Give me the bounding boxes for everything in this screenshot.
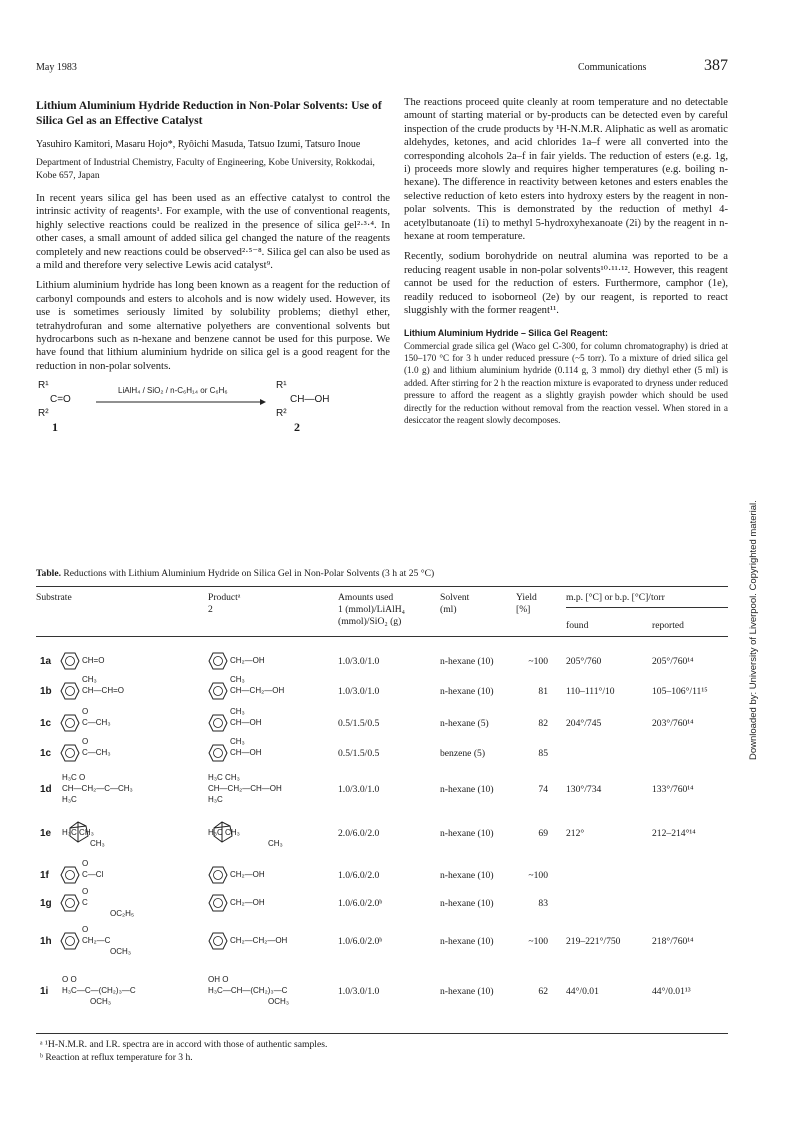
benzene-ring-icon xyxy=(208,894,228,912)
row-yield: ~100 xyxy=(528,936,548,947)
row-yield: 81 xyxy=(538,686,548,697)
row-amounts: 1.0/6.0/2.0ᵇ xyxy=(338,936,383,947)
scheme-product: CH—OH xyxy=(290,394,330,406)
row-reported: 212–214°¹⁴ xyxy=(652,828,696,839)
product-substituent-bottom: CH₃ xyxy=(268,839,283,848)
row-solvent: n-hexane (10) xyxy=(440,986,494,997)
row-substrate-id: 1f xyxy=(40,870,49,881)
scheme-reactant: C=O xyxy=(50,394,71,406)
col-mp: m.p. [°C] or b.p. [°C]/torr xyxy=(566,592,665,603)
row-found: 44°/0.01 xyxy=(566,986,599,997)
product-structure: CH—CH₂—CH—OH xyxy=(208,784,282,793)
benzene-ring-icon xyxy=(208,866,228,884)
substrate-substituent-top: O xyxy=(82,737,89,746)
col-found: found xyxy=(566,620,589,631)
substrate-structure: H₃C—C—(CH₂)₃—C xyxy=(62,986,136,995)
row-yield: 74 xyxy=(538,784,548,795)
substrate-substituent-bottom: CH₃ xyxy=(90,839,105,848)
col-yield-2: [%] xyxy=(516,604,531,615)
row-substrate-id: 1e xyxy=(40,828,52,839)
lah-paragraph: Lithium aluminium hydride has long been known as a reagent for the reduction of carbonyl compounds and esters to alcohols and is now widely used. However, its use is sometimes seriously limited by solubility problems; diethyl ether, tetrahydrofuran and some alternative polyethers are conventional solvents but hydrocarbons such as n-hexane and benzene cannot be used for this purpose. We have found that lithium aluminium hydride on silica gel is a good reagent for the reduction in non-polar solvents. xyxy=(36,280,390,372)
benzene-ring-icon xyxy=(60,714,80,732)
scheme-r2: R² xyxy=(38,408,49,420)
col-amounts-3: (mmol)/SiO₂ (g) xyxy=(338,616,402,627)
table-top-rule xyxy=(36,586,728,587)
substrate-structure: CH—CH=O xyxy=(82,686,125,695)
row-amounts: 1.0/3.0/1.0 xyxy=(338,656,380,667)
row-amounts: 2.0/6.0/2.0 xyxy=(338,828,380,839)
row-solvent: n-hexane (10) xyxy=(440,686,494,697)
row-yield: ~100 xyxy=(528,656,548,667)
substrate-structure: H₃C CH₃ xyxy=(62,828,94,837)
benzene-ring-icon xyxy=(60,744,80,762)
reagent-procedure: Commercial grade silica gel (Waco gel C-300, for column chromatography) is dried at 150–170 °C for 3 h under reduced pressure (~5 torr). To a mixture of dried silica gel (1.0 g) and lithium aluminium hydride (0.114 g, 3 mmol) dry diethyl ether (5 ml) is added. After stirring for 2 h the reaction mixture is evaporated to dryness under reduced pressure to afford the reagent as a slightly grayish powder which should be used directly for the reduction without removal from the reaction vessel. When stored in a desiccator the reagent slowly decomposes. xyxy=(404,340,728,425)
running-header-date: May 1983 xyxy=(36,62,77,73)
product-substituent-top: CH₃ xyxy=(230,737,245,746)
substrate-substituent-top: O xyxy=(82,859,89,868)
substrate-substituent-bottom: H₃C xyxy=(62,795,77,804)
row-yield: 82 xyxy=(538,718,548,729)
substrate-structure: CH=O xyxy=(82,656,105,665)
row-reported: 133°/760¹⁴ xyxy=(652,784,694,795)
footnote-b: ᵇ Reaction at reflux temperature for 3 h. xyxy=(40,1052,193,1063)
row-reported: 203°/760¹⁴ xyxy=(652,718,694,729)
row-yield: ~100 xyxy=(528,870,548,881)
row-solvent: n-hexane (10) xyxy=(440,784,494,795)
product-structure: CH₂—OH xyxy=(230,898,265,907)
row-substrate-id: 1b xyxy=(40,686,52,697)
scheme-product-number: 2 xyxy=(294,420,300,435)
row-amounts: 1.0/3.0/1.0 xyxy=(338,784,380,795)
row-found: 130°/734 xyxy=(566,784,602,795)
row-found: 110–111°/10 xyxy=(566,686,615,697)
comparison-paragraph: Recently, sodium borohydride on neutral alumina was reported to be a reducing reagent usable in non-polar solvents¹⁰·¹¹·¹². However, this reagent cannot be used for the reduction of esters. Furthermore, camphor (1e), readily reduced to isoborneol (2e) by our reagent, is reported to react sluggishly with the former reagent¹¹. xyxy=(404,251,728,317)
footnote-a: ᵃ ¹H-N.M.R. and I.R. spectra are in accord with those of authentic samples. xyxy=(40,1039,328,1050)
benzene-ring-icon xyxy=(60,866,80,884)
substrate-substituent-top: O xyxy=(82,707,89,716)
substrate-substituent-bottom: OCH₃ xyxy=(110,947,132,956)
substrate-substituent-top: O O xyxy=(62,975,77,984)
row-solvent: n-hexane (10) xyxy=(440,828,494,839)
substrate-structure: C xyxy=(82,898,88,907)
reaction-scheme xyxy=(36,380,390,448)
row-yield: 69 xyxy=(538,828,548,839)
row-reported: 218°/760¹⁴ xyxy=(652,936,694,947)
product-structure: CH₂—CH₂—OH xyxy=(230,936,288,945)
benzene-ring-icon xyxy=(208,682,228,700)
row-amounts: 1.0/3.0/1.0 xyxy=(338,986,380,997)
benzene-ring-icon xyxy=(208,652,228,670)
row-amounts: 0.5/1.5/0.5 xyxy=(338,748,380,759)
row-amounts: 1.0/6.0/2.0ᵇ xyxy=(338,898,383,909)
product-structure: CH—OH xyxy=(230,748,262,757)
substrate-substituent-bottom: OCH₃ xyxy=(90,997,112,1006)
right-column xyxy=(404,96,728,426)
row-substrate-id: 1c xyxy=(40,718,52,729)
col-solvent: Solvent xyxy=(440,592,470,603)
product-substituent-top: CH₃ xyxy=(230,707,245,716)
row-solvent: n-hexane (10) xyxy=(440,656,494,667)
scheme-reactant-number: 1 xyxy=(52,420,58,435)
row-substrate-id: 1g xyxy=(40,898,52,909)
table-caption xyxy=(36,568,434,579)
row-reported: 105–106°/11¹⁵ xyxy=(652,686,708,697)
table-bottom-rule xyxy=(36,1033,728,1034)
row-solvent: n-hexane (5) xyxy=(440,718,489,729)
substrate-structure: C—Cl xyxy=(82,870,104,879)
substrate-substituent-top: H₃C O xyxy=(62,773,86,782)
row-reported: 205°/760¹⁴ xyxy=(652,656,694,667)
row-solvent: benzene (5) xyxy=(440,748,486,759)
row-amounts: 1.0/6.0/2.0 xyxy=(338,870,380,881)
row-substrate-id: 1h xyxy=(40,936,52,947)
benzene-ring-icon xyxy=(60,652,80,670)
scheme-conditions: LiAlH₄ / SiO₂ / n-C₆H₁₄ or C₆H₆ xyxy=(118,386,228,396)
row-yield: 85 xyxy=(538,748,548,759)
benzene-ring-icon xyxy=(208,744,228,762)
mp-subrule xyxy=(566,607,728,608)
left-column xyxy=(36,98,390,448)
substrate-substituent-bottom: OC₂H₅ xyxy=(110,909,135,918)
benzene-ring-icon xyxy=(60,894,80,912)
benzene-ring-icon xyxy=(208,714,228,732)
col-amounts: Amounts used xyxy=(338,592,394,603)
product-structure: CH—CH₂—OH xyxy=(230,686,285,695)
benzene-ring-icon xyxy=(208,932,228,950)
affiliation: Department of Industrial Chemistry, Faculty of Engineering, Kobe University, Rokkodai, Kobe 657, Japan xyxy=(36,158,375,181)
row-substrate-id: 1d xyxy=(40,784,52,795)
row-solvent: n-hexane (10) xyxy=(440,936,494,947)
product-substituent-top: OH O xyxy=(208,975,229,984)
row-found: 205°/760 xyxy=(566,656,602,667)
page-number: 387 xyxy=(704,57,728,74)
row-substrate-id: 1a xyxy=(40,656,52,667)
product-structure: CH₂—OH xyxy=(230,656,265,665)
product-substituent-bottom: OCH₃ xyxy=(268,997,290,1006)
benzene-ring-icon xyxy=(60,932,80,950)
substrate-substituent-top: CH₃ xyxy=(82,675,97,684)
col-amounts-2: 1 (mmol)/LiAlH₄ xyxy=(338,604,406,615)
product-structure: CH₂—OH xyxy=(230,870,265,879)
substrate-structure: C—CH₃ xyxy=(82,718,111,727)
running-header-section: Communications xyxy=(578,62,647,73)
reagent-heading: Lithium Aluminium Hydride – Silica Gel Reagent: xyxy=(404,327,608,338)
intro-paragraph: In recent years silica gel has been used as an effective catalyst to control the intrinsic activity of reagents¹. For example, with the use of conventional reagents, highly selective reactions could be realized in the presence of silica gel²·³·⁴. In other cases, a small amount of added silica gel changed the nature of the reagents completely and new reactions could be observed²·⁵⁻⁸. Silica gel can also be used as a mild and therefore very selective Lewis acid catalyst⁹. xyxy=(36,193,390,272)
substrate-structure: CH—CH₂—C—CH₃ xyxy=(62,784,133,793)
row-solvent: n-hexane (10) xyxy=(440,870,494,881)
row-amounts: 0.5/1.5/0.5 xyxy=(338,718,380,729)
product-substituent-bottom: H₃C xyxy=(208,795,223,804)
product-structure: CH—OH xyxy=(230,718,262,727)
product-substituent-top: H₃C CH₃ xyxy=(208,773,240,782)
col-yield: Yield xyxy=(516,592,537,603)
scheme-r1: R¹ xyxy=(38,380,49,392)
benzene-ring-icon xyxy=(60,682,80,700)
col-substrate: Substrate xyxy=(36,592,72,603)
table-header-rule xyxy=(36,636,728,637)
substrate-structure: CH₂—C xyxy=(82,936,111,945)
reaction-arrow xyxy=(96,398,266,406)
download-notice: Downloaded by: University of Liverpool. Copyrighted material. xyxy=(748,500,759,760)
col-solvent-2: (ml) xyxy=(440,604,457,615)
row-reported: 44°/0.01¹³ xyxy=(652,986,691,997)
row-found: 219–221°/750 xyxy=(566,936,621,947)
row-substrate-id: 1c xyxy=(40,748,52,759)
product-substituent-top: CH₃ xyxy=(230,675,245,684)
row-yield: 83 xyxy=(538,898,548,909)
table-caption-text: Reductions with Lithium Aluminium Hydride on Silica Gel in Non-Polar Solvents (3 h at 25 °C) xyxy=(63,568,435,579)
author-list: Yasuhiro Kamitori, Masaru Hojo*, Ryôichi Masuda, Tatsuo Izumi, Tatsuro Inoue xyxy=(36,139,361,150)
row-yield: 62 xyxy=(538,986,548,997)
product-structure: H₃C—CH—(CH₂)₃—C xyxy=(208,986,288,995)
col-product: Productᵃ xyxy=(208,592,241,603)
row-found: 212° xyxy=(566,828,585,839)
row-solvent: n-hexane (10) xyxy=(440,898,494,909)
results-paragraph: The reactions proceed quite cleanly at room temperature and no detectable amount of starting material or by-products can be detected even by careful inspection of the crude products by ¹H-N.M.R. Aliphatic as well as aromatic aldehydes, ketones, and acid chlorides 1a–f were all converted into the corresponding alcohols 2a–f in fair yields. The reduction of esters (e.g. 1g, i) proceeds more slowly and requires higher temperatures (e.g. boiling n-hexane). The difference in reactivity between ketones and esters enables the selective reduction of keto esters into hydroxy esters by the reagent in non-polar solvents. This is demonstrated by the reduction of methyl 4-acetylbutanoate (1i) to methyl 5-hydroxyhexanoate (2i) by the reagent in n-hexane at room temperature. xyxy=(404,97,728,243)
product-structure: H₃C CH₃ xyxy=(208,828,240,837)
substrate-substituent-top: O xyxy=(82,925,89,934)
col-product-num: 2 xyxy=(208,604,213,615)
table-caption-label: Table. xyxy=(36,568,61,579)
article-title: Lithium Aluminium Hydride Reduction in Non-Polar Solvents: Use of Silica Gel as an Effective Catalyst xyxy=(36,99,382,127)
col-reported: reported xyxy=(652,620,684,631)
scheme-product-r1: R¹ xyxy=(276,380,287,392)
row-found: 204°/745 xyxy=(566,718,602,729)
row-amounts: 1.0/3.0/1.0 xyxy=(338,686,380,697)
substrate-substituent-top: O xyxy=(82,887,89,896)
scheme-product-r2: R² xyxy=(276,408,287,420)
substrate-structure: C—CH₃ xyxy=(82,748,111,757)
row-substrate-id: 1i xyxy=(40,986,49,997)
